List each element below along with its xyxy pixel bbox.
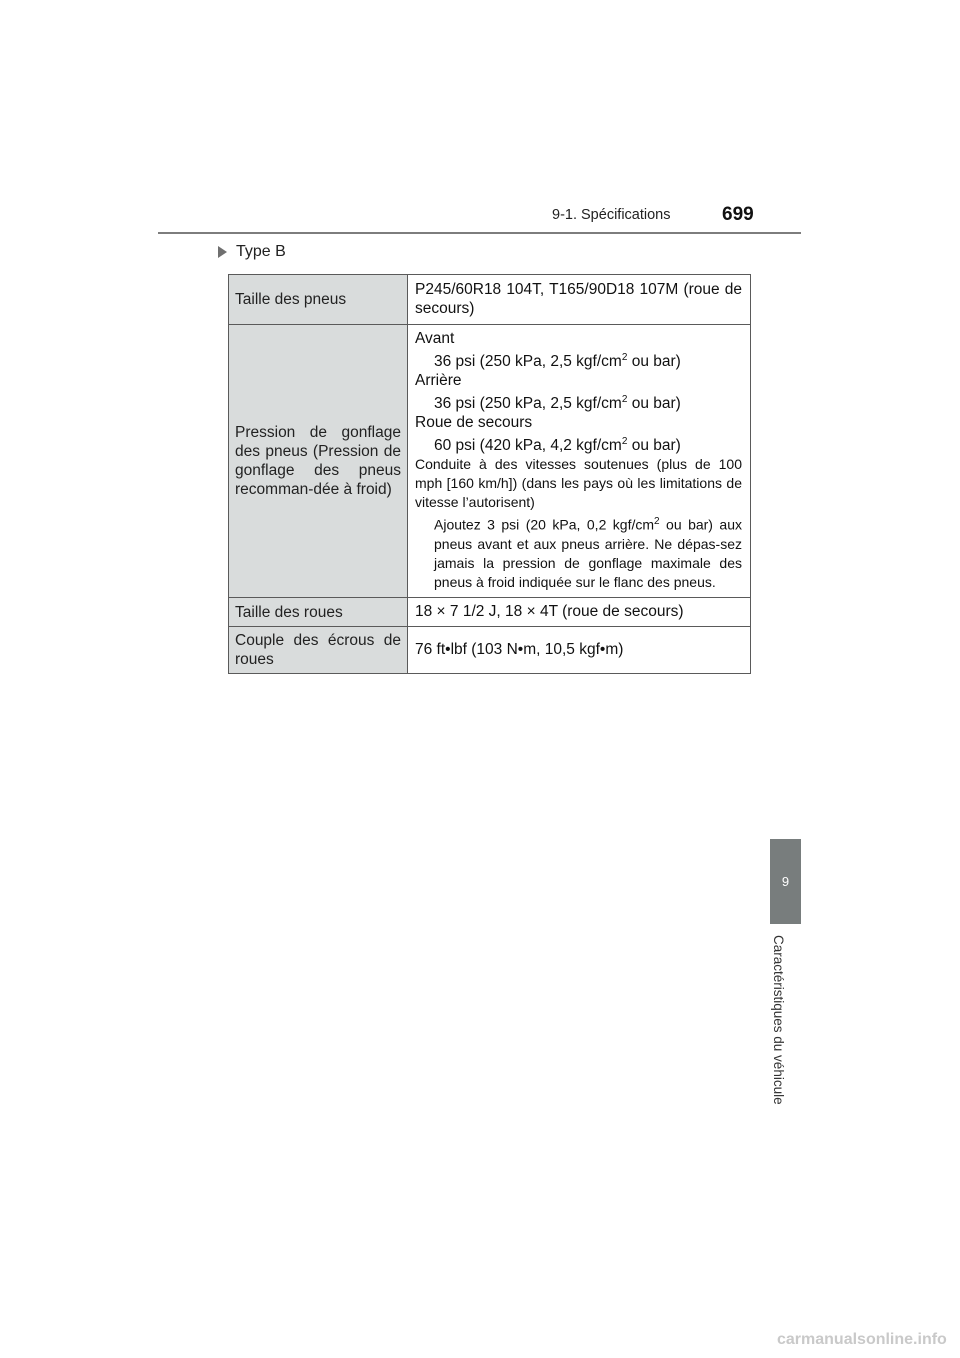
table-row: [229, 275, 751, 325]
type-heading-text: Type B: [236, 243, 286, 260]
pressure-label: Pression de gonflage des pneus (Pression de gonflage des pneus recomman-dée à froid): [229, 325, 408, 598]
type-heading: [218, 243, 286, 261]
spec-table: [228, 274, 751, 674]
chapter-number: 9: [781, 874, 790, 889]
header-divider: [158, 232, 801, 234]
pressure-values: [408, 325, 751, 598]
rear-value: 36 psi (250 kPa, 2,5 kgf/$cm^2$ ou bar): [434, 394, 681, 413]
tire-size-value: P245/60R18 104T, T165/90D18 107M (roue de secours): [408, 275, 751, 325]
rear-label: Arrière: [415, 372, 462, 390]
chapter-tab: [770, 839, 801, 924]
lug-nut-label: Couple des écrous de roues: [229, 627, 408, 674]
front-value: 36 psi (250 kPa, 2,5 kgf/$cm^2$ ou bar): [434, 352, 681, 371]
triangle-bullet-icon: [218, 246, 227, 258]
chapter-title: Caractéristiques du véhicule: [771, 935, 786, 1105]
front-label: Avant: [415, 330, 455, 347]
spare-label: Roue de secours: [415, 414, 533, 432]
table-row: [229, 627, 751, 674]
wheel-size-label: Taille des roues: [229, 598, 408, 627]
sustained-speed-value: Ajoutez 3 psi (20 kPa, 0,2 kgf/$cm^2$ ou bar) aux pneus avant et aux pneus arrière. Ne dépas-sez jamais la pression de gonflage maximale des pneus à froid indiquée sur le flanc des pneus.: [434, 516, 742, 591]
lug-nut-value: 76 ft•lbf (103 N•m, 10,5 kgf•m): [408, 627, 751, 674]
wheel-size-value: 18 × 7 1/2 J, 18 × 4T (roue de secours): [408, 598, 751, 627]
watermark-text: carmanualsonline.info: [777, 1331, 947, 1348]
table-row: [229, 598, 751, 627]
tire-size-label: Taille des pneus: [229, 275, 408, 325]
sustained-speed-label: Conduite à des vitesses soutenues (plus de 100 mph [160 km/h]) (dans les pays où les limitations de vitesse l’autorisent): [415, 456, 742, 511]
spare-value: 60 psi (420 kPa, 4,2 kgf/$cm^2$ ou bar): [434, 436, 681, 455]
section-title: 9-1. Spécifications: [552, 207, 671, 223]
page-number: 699: [722, 204, 754, 225]
table-row: [229, 325, 751, 598]
